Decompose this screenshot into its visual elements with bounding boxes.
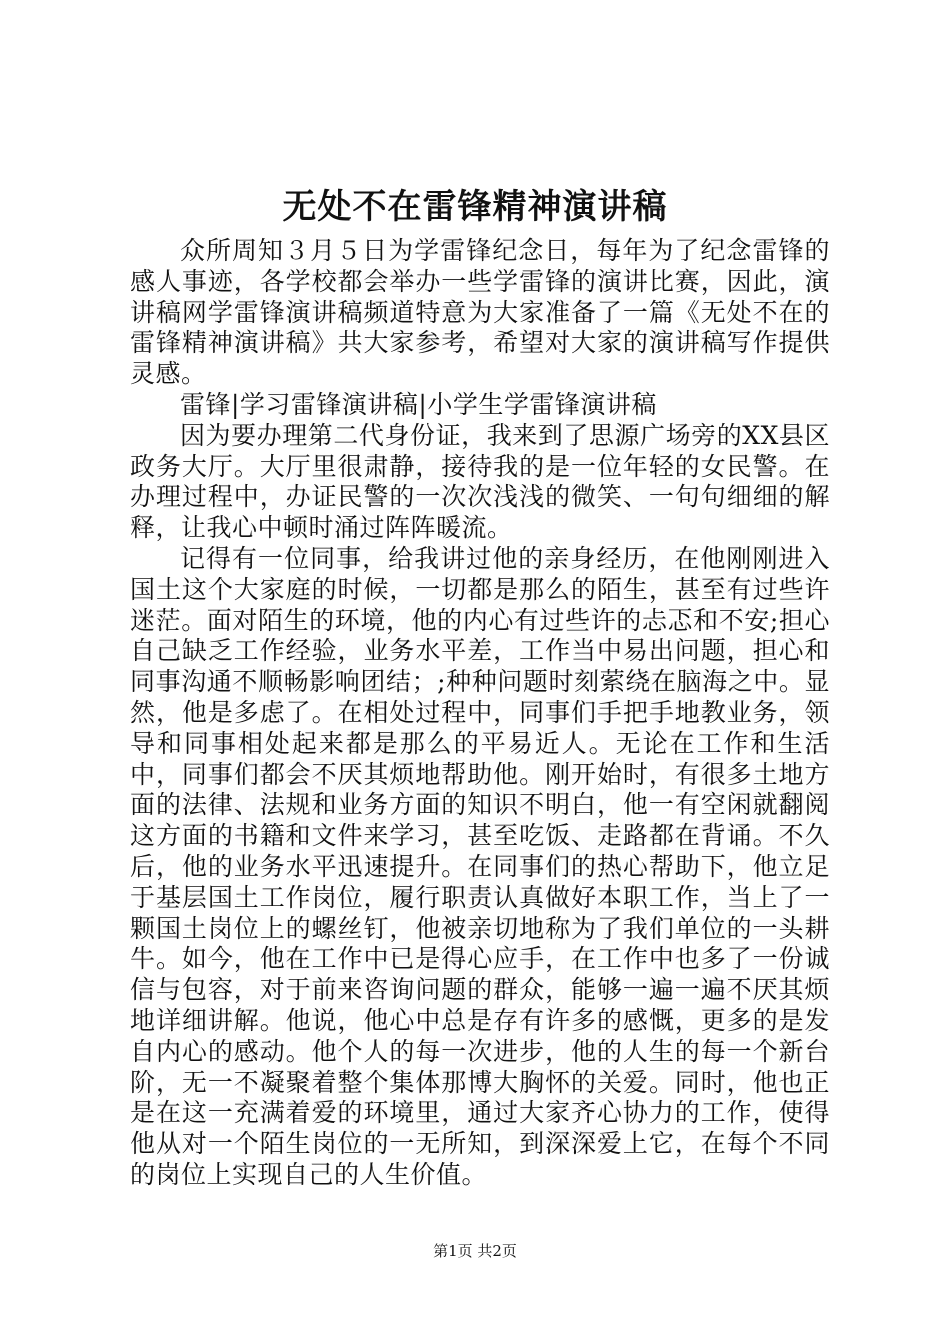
document-title: 无处不在雷锋精神演讲稿 [282, 187, 668, 227]
paragraph-id-card: 因为要办理第二代身份证，我来到了思源广场旁的XX县区政务大厅。大厅里很肃静，接待我的是一位年轻的女民警。在办理过程中，办证民警的一次次浅浅的微笑、一句句细细的解释，让我心中顿时涌过阵阵暖流。 [130, 420, 830, 543]
paragraph-tags: 雷锋|学习雷锋演讲稿|小学生学雷锋演讲稿 [180, 389, 657, 419]
document-body [130, 236, 830, 1191]
paragraph-intro: 众所周知３月５日为学雷锋纪念日，每年为了纪念雷锋的感人事迹，各学校都会举办一些学雷锋的演讲比赛，因此，演讲稿网学雷锋演讲稿频道特意为大家准备了一篇《无处不在的雷锋精神演讲稿》共大家参考，希望对大家的演讲稿写作提供灵感。 [130, 236, 830, 389]
paragraph-colleague: 记得有一位同事，给我讲过他的亲身经历，在他刚刚进入国土这个大家庭的时候，一切都是那么的陌生，甚至有过些许迷茫。面对陌生的环境，他的内心有过些许的忐忑和不安;担心自己缺乏工作经验，业务水平差，工作当中易出问题，担心和同事沟通不顺畅影响团结；;种种问题时刻萦绕在脑海之中。显然，他是多虑了。在相处过程中，同事们手把手地教业务，领导和同事相处起来都是那么的平易近人。无论在工作和生活中，同事们都会不厌其烦地帮助他。刚开始时，有很多土地方面的法律、法规和业务方面的知识不明白，他一有空闲就翻阅这方面的书籍和文件来学习，甚至吃饭、走路都在背诵。不久后，他的业务水平迅速提升。在同事们的热心帮助下，他立足于基层国土工作岗位，履行职责认真做好本职工作，当上了一颗国土岗位上的螺丝钉，他被亲切地称为了我们单位的一头耕牛。如今，他在工作中已是得心应手，在工作中也多了一份诚信与包容，对于前来咨询问题的群众，能够一遍一遍不厌其烦地详细讲解。他说，他心中总是存有许多的感慨，更多的是发自内心的感动。他个人的每一次进步，他的人生的每一个新台阶，无一不凝聚着整个集体那博大胸怀的关爱。同时，他也正是在这一充满着爱的环境里，通过大家齐心协力的工作，使得他从对一个陌生岗位的一无所知，到深深爱上它，在每个不同的岗位上实现自己的人生价值。 [130, 543, 830, 1189]
page-footer: 第1页 共2页 [433, 1242, 517, 1260]
